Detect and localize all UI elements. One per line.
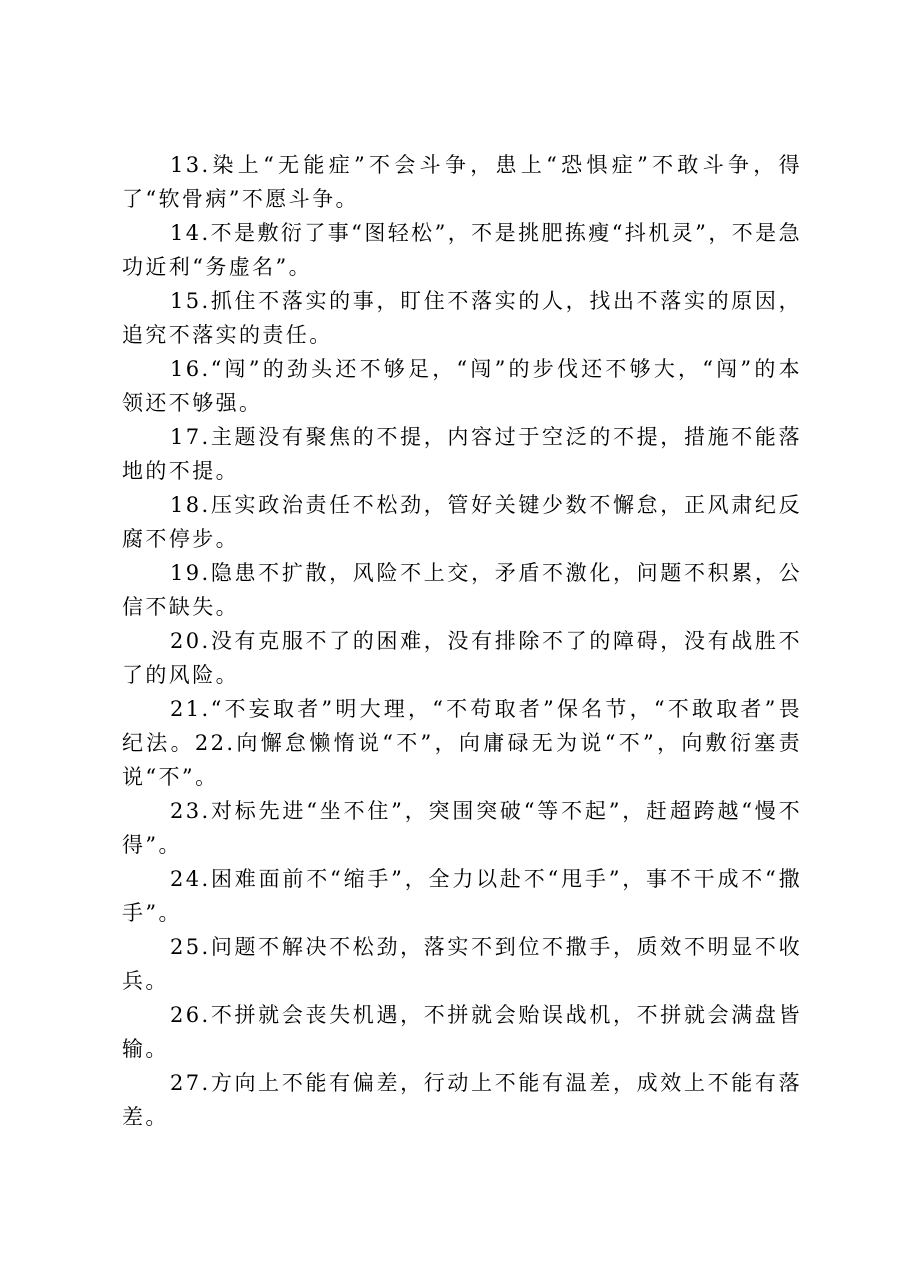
paragraph-27: 27.方向上不能有偏差，行动上不能有温差，成效上不能有落差。	[122, 1071, 802, 1129]
document-body	[122, 148, 802, 1134]
paragraph-16: 16.“闯”的劲头还不够足，“闯”的步伐还不够大，“闯”的本领还不够强。	[122, 357, 802, 415]
paragraph-20: 20.没有克服不了的困难，没有排除不了的障碍，没有战胜不了的风险。	[122, 629, 802, 687]
paragraph-15: 15.抓住不落实的事，盯住不落实的人，找出不落实的原因，追究不落实的责任。	[122, 289, 802, 347]
paragraph-24: 24.困难面前不“缩手”，全力以赴不“甩手”，事不干成不“撒手”。	[122, 867, 802, 925]
paragraph-26: 26.不拼就会丧失机遇，不拼就会贻误战机，不拼就会满盘皆输。	[122, 1003, 802, 1061]
paragraph-13: 13.染上“无能症”不会斗争，患上“恐惧症”不敢斗争，得了“软骨病”不愿斗争。	[122, 153, 802, 211]
paragraph-14: 14.不是敷衍了事“图轻松”，不是挑肥拣瘦“抖机灵”，不是急功近利“务虚名”。	[122, 221, 802, 279]
paragraph-25: 25.问题不解决不松劲，落实不到位不撒手，质效不明显不收兵。	[122, 935, 802, 993]
paragraph-19: 19.隐患不扩散，风险不上交，矛盾不激化，问题不积累，公信不缺失。	[122, 561, 802, 619]
paragraph-21-22: 21.“不妄取者”明大理，“不苟取者”保名节，“不敢取者”畏纪法。22.向懈怠懒惰说“不”，向庸碌无为说“不”，向敷衍塞责说“不”。	[122, 697, 802, 789]
paragraph-17: 17.主题没有聚焦的不提，内容过于空泛的不提，措施不能落地的不提。	[122, 425, 802, 483]
paragraph-18: 18.压实政治责任不松劲，管好关键少数不懈怠，正风肃纪反腐不停步。	[122, 493, 802, 551]
paragraph-23: 23.对标先进“坐不住”，突围突破“等不起”，赶超跨越“慢不得”。	[122, 799, 802, 857]
